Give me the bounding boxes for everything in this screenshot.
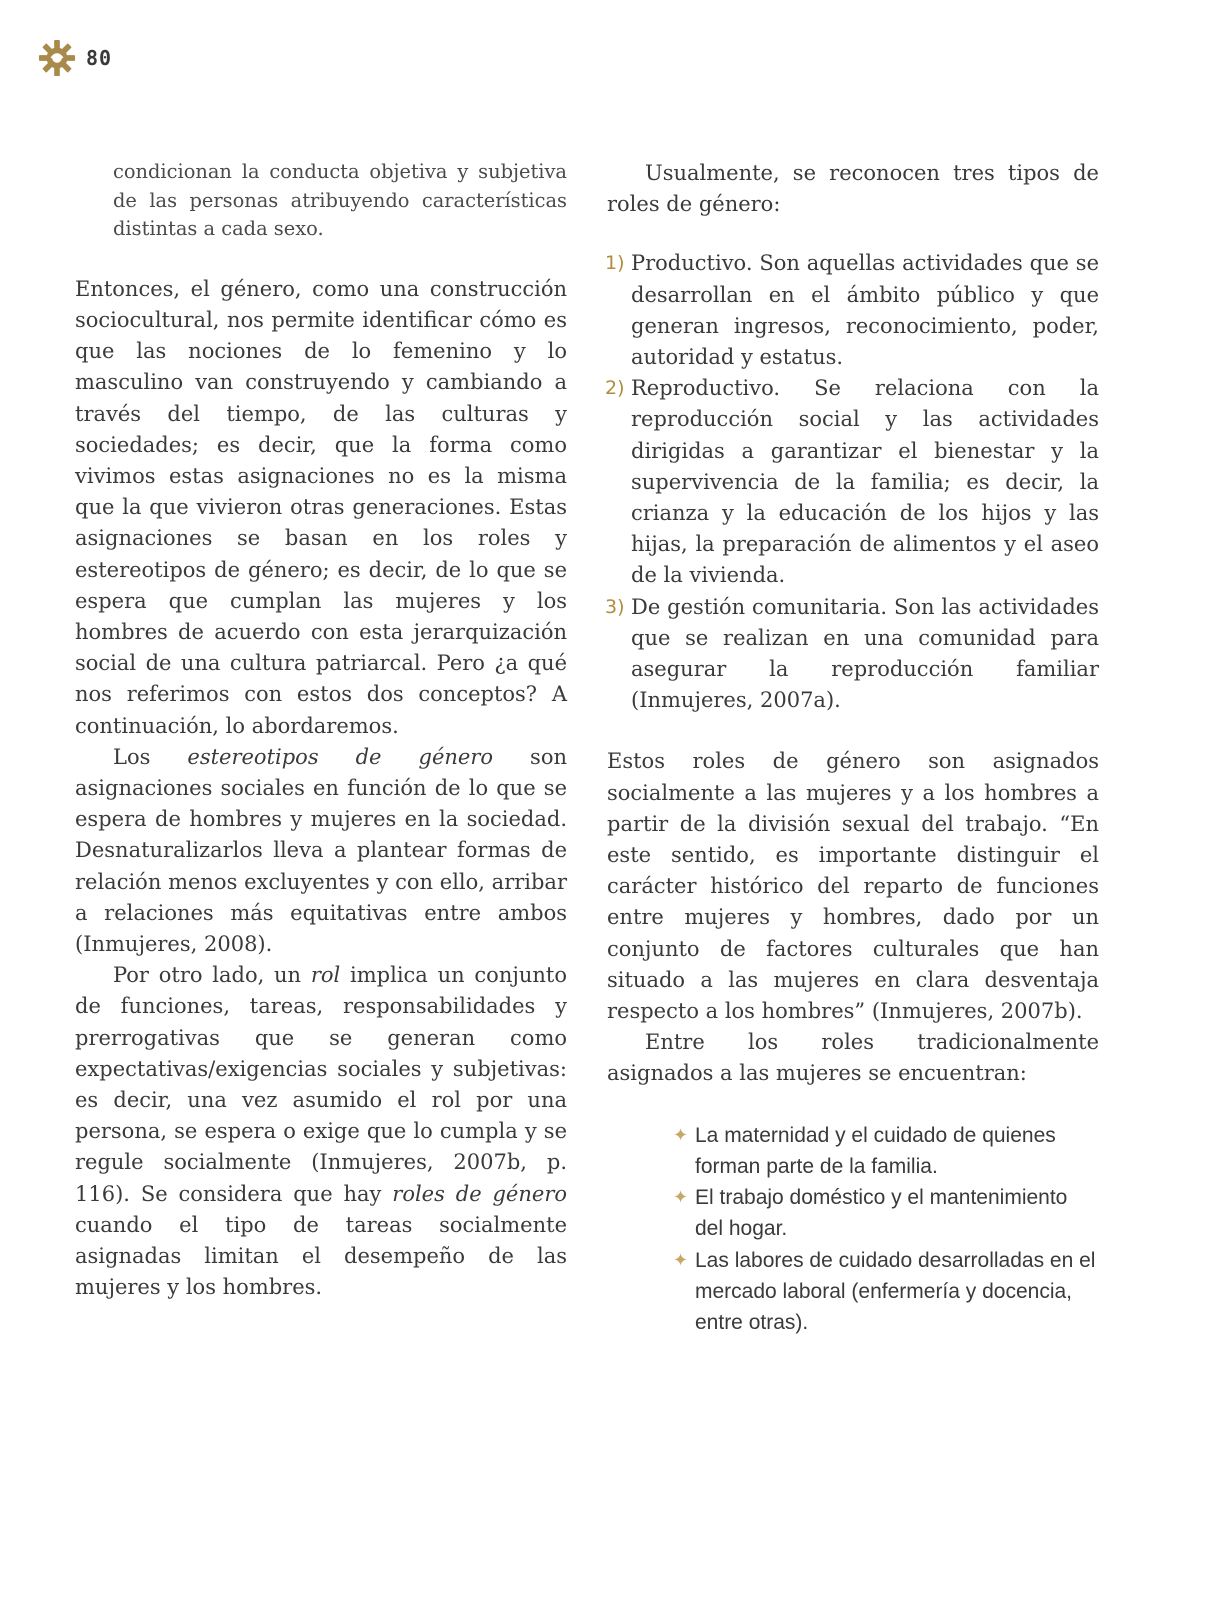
paragraph-roles-intro: Usualmente, se reconocen tres tipos de roles de género: xyxy=(607,161,1099,217)
page-header xyxy=(38,38,112,78)
page-number: 80 xyxy=(86,46,113,70)
list-item: ✦ El trabajo doméstico y el mantenimiento del hogar. xyxy=(673,1182,1099,1244)
roles-list xyxy=(607,248,1099,716)
list-item: 1) Productivo. Son aquellas actividades que se desarrollan en el ámbito público y que generan ingresos, reconocimiento, poder, autoridad y estatus. xyxy=(607,248,1099,373)
right-column xyxy=(607,158,1099,1338)
list-item: ✦ Las labores de cuidado desarrolladas en el mercado laboral (enfermería y docencia, entre otras). xyxy=(673,1245,1099,1339)
traditional-roles-list xyxy=(607,1120,1099,1338)
paragraph-sexual-division: Estos roles de género son asignados socialmente a las mujeres y a los hombres a partir de la división sexual del trabajo. “En este sentido, es importante distinguir el carácter histórico del reparto de funciones entre mujeres y hombres, dado por un conjunto de factores culturales que han situado a las mujeres en clara desventaja respecto a los hombres” (Inmujeres, 2007b). xyxy=(607,749,1099,1024)
bullet-icon: ✦ xyxy=(673,1187,689,1208)
paragraph-traditional-roles: Entre los roles tradicionalmente asignados a las mujeres se encuentran: xyxy=(607,1030,1099,1086)
list-item: ✦ La maternidad y el cuidado de quienes forman parte de la familia. xyxy=(673,1120,1099,1182)
quote-continuation: condicionan la conducta objetiva y subjetiva de las personas atribuyendo características distintas a cada sexo. xyxy=(113,160,567,241)
list-item: 3) De gestión comunitaria. Son las actividades que se realizan en una comunidad para asegurar la reproducción familiar (Inmujeres, 2007a). xyxy=(607,592,1099,717)
list-number: 3) xyxy=(605,595,625,618)
list-number: 1) xyxy=(605,252,625,275)
gear-sun-logo-icon xyxy=(38,39,76,77)
bullet-icon: ✦ xyxy=(673,1249,689,1270)
list-item: 2) Reproductivo. Se relaciona con la reproducción social y las actividades dirigidas a garantizar el bienestar y la supervivencia de la familia; es decir, la crianza y la educación de los hijos y las hijas, la preparación de alimentos y el aseo de la vivienda. xyxy=(607,373,1099,591)
left-column xyxy=(75,158,567,1303)
paragraph-stereotypes: Los estereotipos de género son asignaciones sociales en función de lo que se espera de hombres y mujeres en la sociedad. Desnaturalizarlos lleva a plantear formas de relación menos excluyentes y con ello, arribar a relaciones más equitativas entre ambos (Inmujeres, 2008). xyxy=(75,744,567,957)
paragraph-roles: Por otro lado, un rol implica un conjunto de funciones, tareas, responsabilidades y prerrogativas que se generan como expectativas/exigencias sociales y subjetivas: es decir, una vez asumido el rol por una persona, se espera o exige que lo cumpla y se regule socialmente (Inmujeres, 2007b, p. 116). Se considera que hay roles de género cuando el tipo de tareas socialmente asignadas limitan el desempeño de las mujeres y los hombres. xyxy=(75,963,567,1300)
bullet-icon: ✦ xyxy=(673,1124,689,1145)
list-number: 2) xyxy=(605,377,625,400)
paragraph-gender-construction: Entonces, el género, como una construcción sociocultural, nos permite identificar cómo es que las nociones de lo femenino y lo masculino van construyendo y cambiando a través del tiempo, de las culturas y sociedades; es decir, que la forma como vivimos estas asignaciones no es la misma que la que vivieron otras generaciones. Estas asignaciones se basan en los roles y estereotipos de género; es decir, de lo que se espera que cumplan las mujeres y los hombres de acuerdo con esta jerarquización social de una cultura patriarcal. Pero ¿a qué nos referimos con estos dos conceptos? A continuación, lo abordaremos. xyxy=(75,276,567,738)
